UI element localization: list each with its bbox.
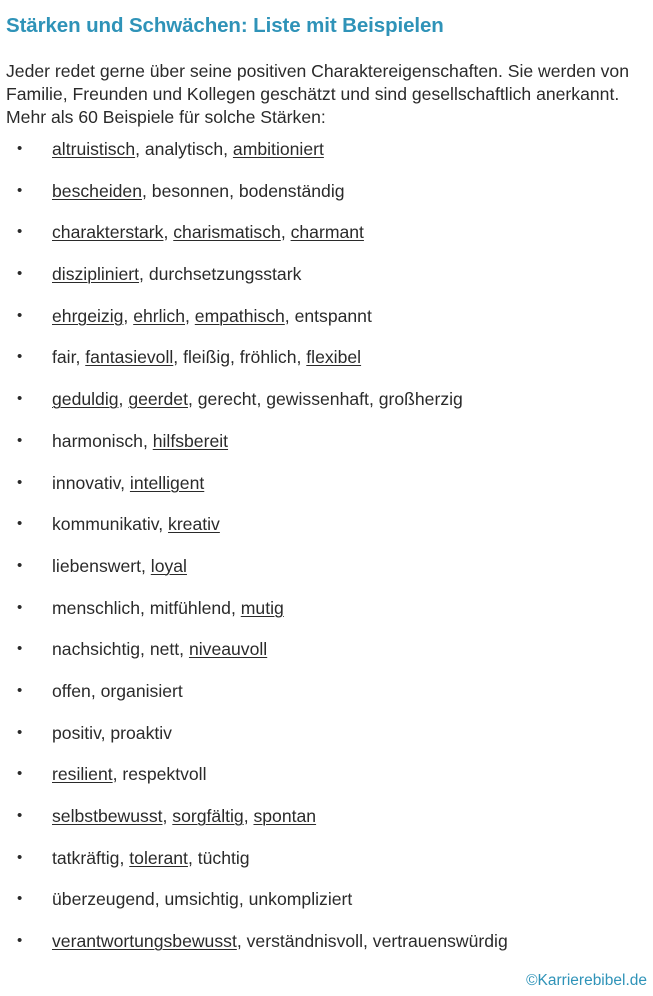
list-item: • nachsichtig, nett, niveauvoll — [0, 630, 508, 672]
strength-link[interactable]: geerdet — [128, 389, 188, 410]
list-item: • charakterstark, charismatisch, charmant — [0, 213, 508, 255]
strength-link[interactable]: niveauvoll — [188, 639, 268, 660]
bullet-icon: • — [17, 515, 23, 533]
bullet-icon: • — [17, 473, 23, 491]
strength-word: positiv — [52, 722, 101, 743]
bullet-icon: • — [17, 265, 23, 283]
strength-word: mitfühlend — [149, 597, 231, 618]
strength-link[interactable]: altruistisch — [52, 139, 136, 159]
intro-paragraph: Jeder redet gerne über seine positiven Charaktereigenschaften. Sie werden von Familie, Freunden und Kollegen geschätzt und sind gesellschaftlich anerkannt. Mehr als 60 Beispiele für solche Stärken: — [6, 60, 630, 127]
list-item: • überzeugend, umsichtig, unkompliziert — [0, 880, 508, 922]
strength-word: entspannt — [294, 305, 372, 326]
strength-word: vertrauenswürdig — [372, 931, 508, 952]
strength-word: gewissenhaft — [266, 389, 369, 410]
list-item: • ehrgeizig, ehrlich, empathisch, entspannt — [0, 297, 508, 339]
bullet-icon: • — [17, 556, 23, 574]
strength-link[interactable]: resilient — [52, 764, 113, 785]
list-item: • liebenswert, loyal — [0, 547, 508, 589]
strength-link[interactable]: sorgfältig — [172, 806, 244, 826]
bullet-icon: • — [17, 640, 23, 658]
strength-word: proaktiv — [110, 722, 172, 743]
strength-link[interactable]: flexibel — [306, 347, 362, 368]
strength-link[interactable]: charmant — [290, 222, 364, 243]
copyright-link[interactable]: ©Karrierebibel.de — [526, 972, 647, 989]
strength-word: besonnen — [151, 180, 230, 201]
strength-word: unkompliziert — [248, 889, 353, 910]
strength-word: tüchtig — [197, 847, 250, 868]
strengths-list — [0, 130, 508, 964]
list-item: • diszipliniert, durchsetzungsstark — [0, 255, 508, 297]
strength-link[interactable]: intelligent — [129, 472, 205, 493]
list-item: • offen, organisiert — [0, 672, 508, 714]
bullet-icon: • — [17, 598, 23, 616]
list-item: • fair, fantasievoll, fleißig, fröhlich, flexibel — [0, 338, 508, 380]
list-item: • altruistisch, analytisch, ambitioniert — [0, 130, 508, 172]
list-item: • positiv, proaktiv — [0, 714, 508, 756]
strength-link[interactable]: ambitioniert — [232, 139, 324, 159]
list-item: • bescheiden, besonnen, bodenständig — [0, 172, 508, 214]
strength-word: respektvoll — [122, 764, 207, 785]
strength-link[interactable]: empathisch — [194, 305, 285, 326]
bullet-icon: • — [17, 181, 23, 199]
strength-link[interactable]: geduldig — [52, 389, 119, 410]
strength-link[interactable]: ehrgeizig — [52, 305, 124, 326]
strength-word: fair — [52, 347, 76, 368]
bullet-icon: • — [17, 890, 23, 908]
strength-word: organisiert — [100, 680, 183, 701]
list-item: • geduldig, geerdet, gerecht, gewissenhaft, großherzig — [0, 380, 508, 422]
page-title: Stärken und Schwächen: Liste mit Beispielen — [6, 13, 444, 37]
strength-link[interactable]: tolerant — [129, 847, 188, 868]
strength-word: großherzig — [378, 389, 463, 410]
strength-word: fleißig — [183, 347, 231, 368]
strength-word: durchsetzungsstark — [148, 264, 302, 285]
strength-link[interactable]: verantwortungsbewusst — [52, 931, 237, 952]
bullet-icon: • — [17, 306, 23, 324]
bullet-icon: • — [17, 765, 23, 783]
strength-word: gerecht — [197, 389, 257, 410]
strength-word: offen — [52, 680, 91, 701]
strength-word: innovativ — [52, 472, 121, 493]
strength-word: analytisch — [144, 139, 224, 159]
bullet-icon: • — [17, 431, 23, 449]
strength-word: liebenswert — [52, 555, 141, 576]
list-item: • innovativ, intelligent — [0, 464, 508, 506]
strength-link[interactable]: charakterstark — [52, 222, 164, 243]
strength-word: fröhlich — [239, 347, 297, 368]
strength-word: tatkräftig — [52, 847, 120, 868]
list-item: • menschlich, mitfühlend, mutig — [0, 589, 508, 631]
list-item: • tatkräftig, tolerant, tüchtig — [0, 839, 508, 881]
strength-link[interactable]: fantasievoll — [85, 347, 174, 368]
strength-link[interactable]: kreativ — [168, 514, 220, 535]
strength-word: bodenständig — [238, 180, 345, 201]
strength-word: kommunikativ — [52, 514, 159, 535]
strength-link[interactable]: bescheiden — [52, 180, 142, 201]
bullet-icon: • — [17, 348, 23, 366]
bullet-icon: • — [17, 390, 23, 408]
strength-word: umsichtig — [164, 889, 239, 910]
strength-link[interactable]: hilfsbereit — [152, 430, 229, 451]
strength-link[interactable]: loyal — [150, 555, 187, 576]
strength-link[interactable]: selbstbewusst — [52, 806, 163, 826]
strength-word: überzeugend — [52, 889, 155, 910]
strength-link[interactable]: charismatisch — [173, 222, 281, 243]
strength-link[interactable]: mutig — [240, 597, 284, 618]
strength-link[interactable]: ehrlich — [133, 305, 186, 326]
list-item: • harmonisch, hilfsbereit — [0, 422, 508, 464]
bullet-icon: • — [17, 932, 23, 950]
list-item: • kommunikativ, kreativ — [0, 505, 508, 547]
bullet-icon: • — [17, 140, 23, 157]
bullet-icon: • — [17, 723, 23, 741]
list-item: • resilient, respektvoll — [0, 755, 508, 797]
strength-word: verständnisvoll — [246, 931, 363, 952]
strength-link[interactable]: diszipliniert — [52, 264, 140, 285]
list-item: • verantwortungsbewusst, verständnisvoll, vertrauenswürdig — [0, 922, 508, 964]
strength-word: nett — [149, 639, 180, 660]
strength-word: harmonisch — [52, 430, 143, 451]
bullet-icon: • — [17, 848, 23, 866]
strength-link[interactable]: spontan — [253, 806, 317, 826]
strength-word: menschlich — [52, 597, 141, 618]
bullet-icon: • — [17, 681, 23, 699]
list-item: • selbstbewusst, sorgfältig, spontan — [0, 797, 508, 839]
strength-word: nachsichtig — [52, 639, 141, 660]
bullet-icon: • — [17, 807, 23, 824]
bullet-icon: • — [17, 223, 23, 241]
